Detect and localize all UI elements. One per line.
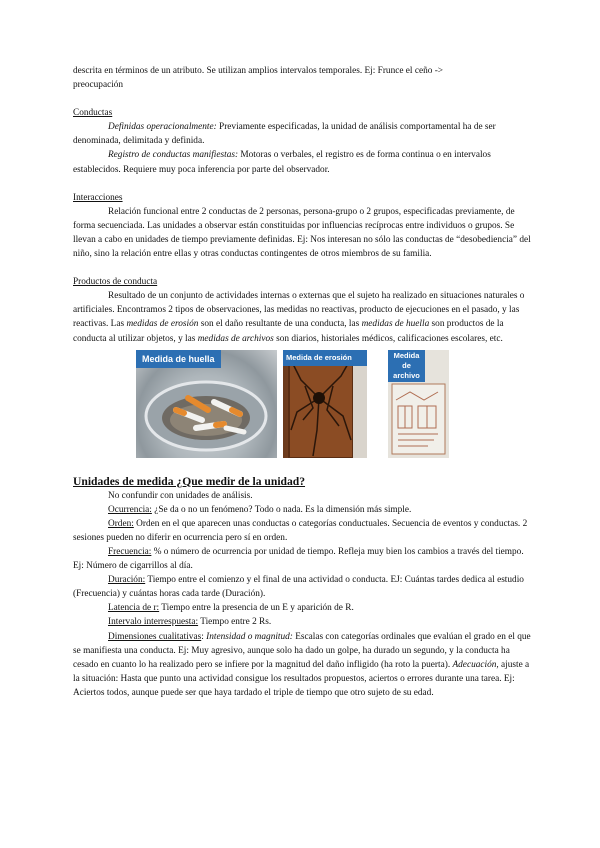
text-definidas: Previamente especificadas, la unidad de análisis comportamental ha de ser denominada, delimitada y definida. xyxy=(73,122,496,147)
section-heading-unidades: Unidades de medida ¿Que medir de la unidad? xyxy=(73,474,306,488)
example-images xyxy=(73,350,531,460)
label-archivo: Medida de archivo xyxy=(388,350,425,382)
text-intensidad: Escalas con categorías ordinales que evalúan el grado en el que se manifiesta una conducta. Ej: Muy agresivo, aunque solo ha dado un golpe, ha durado un segundo, y la conducta ha cesado en cuanto lo ha realizado pero se infiere por la magnitud del daño infligido (ha roto la puerta). xyxy=(73,631,531,670)
text-latencia: Tiempo entre la presencia de un E y aparición de R. xyxy=(159,603,354,614)
term-latencia: Latencia de r: xyxy=(108,603,160,614)
section-heading-interacciones: Interacciones xyxy=(73,192,123,203)
term-erosion: medidas de erosión xyxy=(126,319,199,330)
paragraph-definidas xyxy=(73,120,531,148)
text-frecuencia: % o número de ocurrencia por unidad de tiempo. Refleja muy bien los cambios a través del tiempo. Ej: Número de cigarrillos al día. xyxy=(73,546,524,572)
term-dimensiones: Dimensiones cualitativas xyxy=(108,631,202,642)
term-adecuacion: Adecuación, xyxy=(452,659,499,670)
text-productos-4: son diarios, historiales médicos, calificaciones escolares, etc. xyxy=(273,333,503,344)
intro-line-2: preocupación xyxy=(73,80,124,91)
term-archivos: medidas de archivos xyxy=(197,333,274,344)
text-productos-1: Resultado de un conjunto de actividades internas o externas que el sujeto ha realizado en situaciones naturales o artificiales. Encontramos 2 tipos de observaciones, las medidas no reactivas, producto de ejecuciones en el pasado, y las reactivas. Las xyxy=(73,291,525,330)
door-image xyxy=(283,350,367,458)
intro-line-1: descrita en términos de un atributo. Se utilizan amplios intervalos temporales. Ej: Frunce el ceño -> xyxy=(73,66,444,76)
paragraph-registro xyxy=(73,148,531,176)
text-adecuacion: ajuste a la situación: Hasta que punto una actividad consigue los resultados propuestos, aciertos o errores durante una tarea. Ej: Aciertos todos, aunque puede ser que haya tardado el triple de tiempo que otro sujeto de su edad. xyxy=(73,659,530,698)
term-intensidad: Intensidad o magnitud: xyxy=(206,631,293,642)
label-erosion: Medida de erosión xyxy=(283,350,367,366)
text-productos-2: son el daño resultante de una conducta, las xyxy=(198,319,362,330)
term-orden: Orden: xyxy=(108,518,134,529)
paragraph-ocurrencia xyxy=(73,503,531,517)
text-ocurrencia: ¿Se da o no un fenómeno? Todo o nada. Es la dimensión más simple. xyxy=(151,504,412,515)
term-huella: medidas de huella xyxy=(361,319,430,330)
document-page xyxy=(73,64,531,700)
term-frecuencia: Frecuencia: xyxy=(108,546,152,557)
paragraph-unidades-intro: No confundir con unidades de análisis. xyxy=(108,490,253,501)
section-heading-conductas: Conductas xyxy=(73,108,113,119)
label-huella: Medida de huella xyxy=(136,350,221,368)
broken-door-illustration xyxy=(283,350,367,458)
paragraph-duracion xyxy=(73,573,531,601)
paragraph-interacciones: Relación funcional entre 2 conductas de 2 personas, persona-grupo o 2 grupos, especificadas previamente, de forma secuenciada. Las unidades a observar están constituidas por influencias recíprocas entre individuos o grupos. Se llevan a cabo en unidades de tiempo previamente definidas. Ej: Nos interesan no sólo las conductas de “desobediencia” del niño, sino la relación entre ellas y otras conductas contingentes de otros miembros de su familia. xyxy=(73,206,531,260)
text-registro: Motoras o verbales, el registro es de forma continua o en intervalos establecidos. Requiere muy poca inferencia por parte del observador. xyxy=(73,150,491,175)
text-duracion: Tiempo entre el comienzo y el final de una actividad o conducta. EJ: Cuántas tardes dedica al estudio (Frecuencia) y cuántas horas cada tarde (Duración). xyxy=(73,575,524,600)
text-productos-3: son productos de la conducta al utilizar objetos, y las xyxy=(73,319,504,344)
term-intervalo: Intervalo interrespuesta: xyxy=(108,617,199,628)
term-definidas: Definidas operacionalmente: xyxy=(108,122,217,133)
paragraph-latencia xyxy=(73,601,531,615)
paragraph-dimensiones xyxy=(73,630,531,700)
term-duracion: Duración: xyxy=(108,575,146,586)
text-dimensiones-colon: : xyxy=(201,631,207,642)
ashtray-image xyxy=(136,350,277,458)
paragraph-orden xyxy=(73,517,531,545)
paragraph-intervalo xyxy=(73,615,531,629)
text-orden: Orden en el que aparecen unas conductas o categorías conductuales. Secuencia de eventos y conductas. 2 sesiones pueden no diferir en ocurrencia pero sí en orden. xyxy=(73,518,528,543)
term-registro: Registro de conductas manifiestas: xyxy=(108,150,239,161)
text-intervalo: Tiempo entre 2 Rs. xyxy=(198,617,272,628)
term-ocurrencia: Ocurrencia: xyxy=(108,504,152,515)
record-sheet-image xyxy=(388,350,449,458)
section-heading-productos: Productos de conducta xyxy=(73,277,158,288)
paragraph-productos xyxy=(73,289,531,345)
paragraph-frecuencia xyxy=(73,545,531,573)
